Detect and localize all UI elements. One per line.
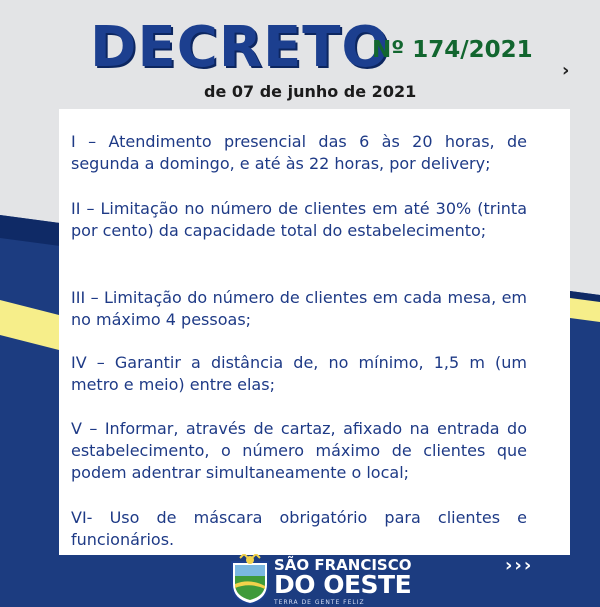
logo-tagline: TERRA DE GENTE FELIZ [274, 599, 365, 606]
decree-date: de 07 de junho de 2021 [204, 82, 417, 101]
next-arrows-icon[interactable]: ››› [505, 555, 534, 576]
municipality-logo [228, 553, 412, 607]
coat-of-arms-icon [228, 554, 272, 606]
list-item: VI- Uso de máscara obrigatório para clientes e funcionários. [71, 508, 527, 549]
content-card [59, 109, 570, 555]
header [0, 0, 600, 110]
logo-name-line2: DO OESTE [274, 570, 412, 599]
page-title: DECRETO [90, 15, 391, 80]
list-item: III – Limitação do número de clientes em cada mesa, em no máximo 4 pessoas; [71, 288, 527, 329]
list-item: V – Informar, através de cartaz, afixado na entrada do estabelecimento, o número máximo de clientes que podem adentrar simultaneamente o local; [71, 419, 527, 482]
list-item: IV – Garantir a distância de, no mínimo, 1,5 m (um metro e meio) entre elas; [71, 353, 527, 394]
decree-number: Nº 174/2021 [372, 37, 533, 63]
list-item: II – Limitação no número de clientes em até 30% (trinta por cento) da capacidade total do estabelecimento; [71, 199, 527, 240]
list-item: I – Atendimento presencial das 6 às 20 horas, de segunda a domingo, e até às 22 horas, por delivery; [71, 132, 527, 173]
logo-name-line1: SÃO FRANCISCO [274, 556, 412, 574]
chevron-right-icon[interactable]: › [562, 60, 570, 81]
